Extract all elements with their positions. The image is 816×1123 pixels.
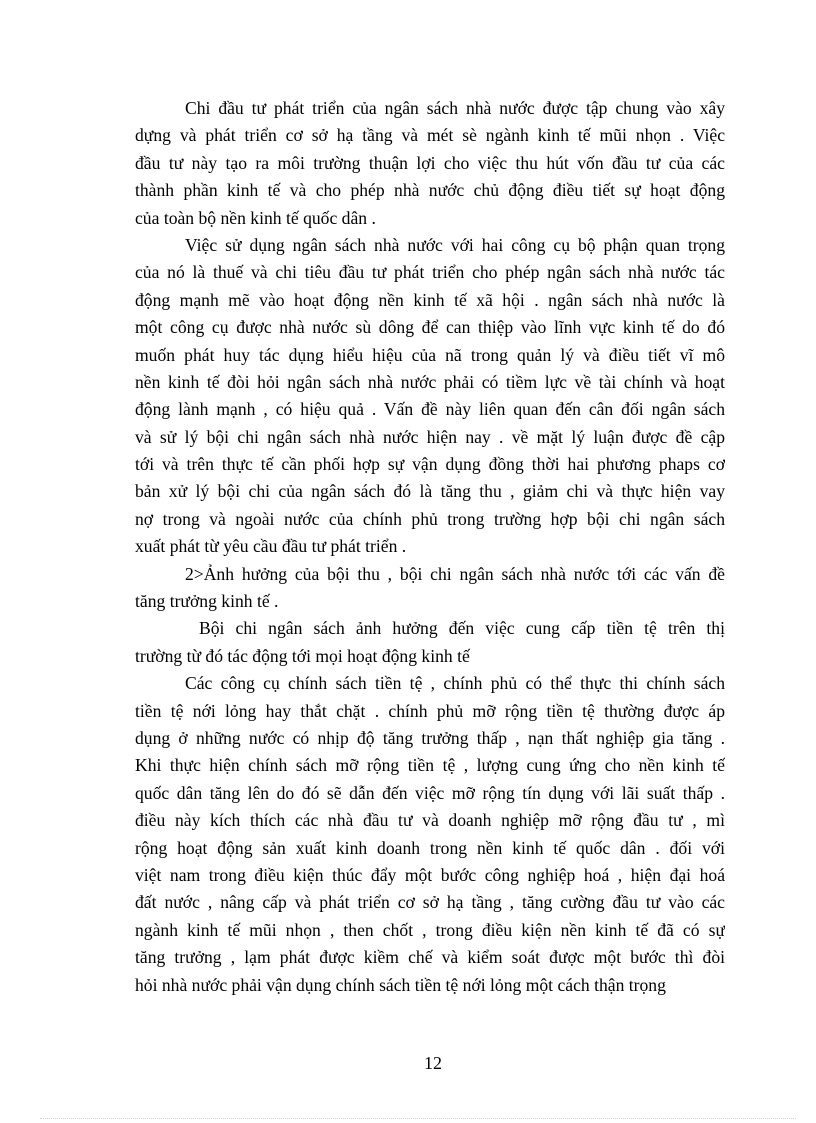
text-line: nền kinh tế đòi hỏi ngân sách nhà nước phải có tiềm lực về tài chính và hoạt <box>135 371 725 392</box>
text-line: thành phần kinh tế và cho phép nhà nước chủ động điều tiết sự hoạt động <box>135 180 725 201</box>
text-line: quốc dân tăng lên do đó sẽ dẫn đến việc mỡ rộng tín dụng với lãi suất thấp . <box>135 782 725 803</box>
text-line: động lành mạnh , có hiệu quả . Vấn đề này liên quan đến cân đối ngân sách <box>135 399 725 420</box>
footer-divider <box>40 1118 796 1119</box>
text-line: tăng trưởng , lạm phát được kiềm chế và kiểm soát được một bước thì đòi <box>135 947 725 968</box>
text-line: Chi đầu tư phát triển của ngân sách nhà nước được tập chung vào xây <box>185 98 725 118</box>
text-line: một công cụ được nhà nước sù dông để can thiệp vào lĩnh vực kinh tế do đó <box>135 317 725 338</box>
text-line: nợ trong và ngoài nước của chính phủ trong trường hợp bội chi ngân sách <box>135 508 725 529</box>
text-line: tới và trên thực tế cần phối hợp sự vận dụng đồng thời hai phương phaps cơ <box>135 454 725 475</box>
text-line: ngành kinh tế mũi nhọn , then chốt , trong điều kiện nền kinh tế đã có sự <box>135 919 725 940</box>
text-line: của toàn bộ nền kinh tế quốc dân . <box>135 207 376 228</box>
text-line: xuất phát từ yêu cầu đầu tư phát triển . <box>135 536 407 557</box>
section-heading-line: 2>Ảnh hưởng của bội thu , bội chi ngân sách nhà nước tới các vấn đề <box>185 563 725 584</box>
text-line: bản xử lý bội chi của ngân sách đó là tăng thu , giảm chi và thực hiện vay <box>135 481 725 502</box>
document-body <box>135 95 725 999</box>
text-line: điều này kích thích các nhà đầu tư và doanh nghiệp mỡ rộng đầu tư , mì <box>135 810 725 831</box>
text-line: Việc sử dụng ngân sách nhà nước với hai công cụ bộ phận quan trọng <box>185 234 725 255</box>
text-line: đất nước , nâng cấp và phát triển cơ sở hạ tầng , tăng cường đầu tư vào các <box>135 892 725 913</box>
text-line: động mạnh mẽ vào hoạt động nền kinh tế xã hội . ngân sách nhà nước là <box>135 289 725 310</box>
text-line: dựng và phát triển cơ sở hạ tầng và mét sè ngành kinh tế mũi nhọn . Việc <box>135 125 725 146</box>
text-line: muốn phát huy tác dụng hiểu hiệu của nã trong quản lý và điều tiết vĩ mô <box>135 344 725 365</box>
text-line: trường từ đó tác động tới mọi hoạt động kinh tế <box>135 645 470 666</box>
text-line: việt nam trong điều kiện thúc đẩy một bước công nghiệp hoá , hiện đại hoá <box>135 864 725 885</box>
text-line: rộng hoạt động sản xuất kinh doanh trong nền kinh tế quốc dân . đối với <box>135 837 725 858</box>
text-line: của nó là thuế và chi tiêu đầu tư phát triển cho phép ngân sách nhà nước tác <box>135 262 725 283</box>
text-line: dụng ở những nước có nhịp độ tăng trưởng thấp , nạn thất nghiệp gia tăng . <box>135 727 725 748</box>
text-line: hỏi nhà nước phải vận dụng chính sách tiền tệ nới lỏng một cách thận trọng <box>135 974 666 995</box>
text-line: và sử lý bội chi ngân sách nhà nước hiện nay . về mặt lý luận được đề cập <box>135 426 725 447</box>
text-line: tiền tệ nới lỏng hay thắt chặt . chính phủ mỡ rộng tiền tệ thường được áp <box>135 700 725 721</box>
text-line: đầu tư này tạo ra môi trường thuận lợi cho việc thu hút vốn đầu tư của các <box>135 152 725 173</box>
section-heading-line: tăng trưởng kinh tế . <box>135 591 279 612</box>
page-number: 12 <box>424 1053 442 1073</box>
text-line: Bội chi ngân sách ảnh hưởng đến việc cung cấp tiền tệ trên thị <box>199 618 725 639</box>
text-line: Các công cụ chính sách tiền tệ , chính phủ có thể thực thi chính sách <box>185 673 725 694</box>
text-line: Khi thực hiện chính sách mỡ rộng tiền tệ , lượng cung ứng cho nền kinh tế <box>135 755 725 776</box>
